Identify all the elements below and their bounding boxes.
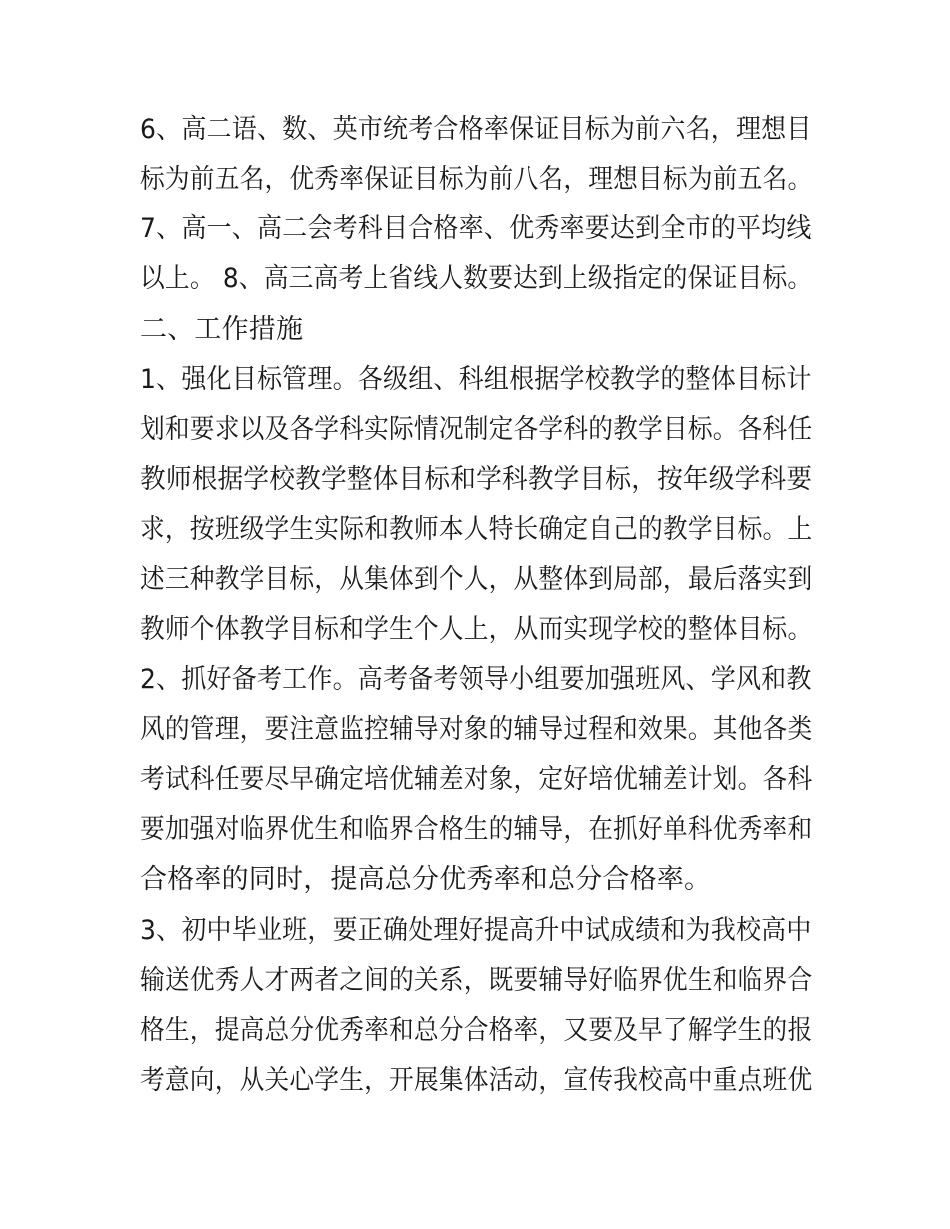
- text-line: 风的管理，要注意监控辅导对象的辅导过程和效果。其他各类: [140, 714, 813, 745]
- text-line: 教师根据学校教学整体目标和学科教学目标，按年级学科要: [140, 464, 813, 495]
- text-line: 考试科任要尽早确定培优辅差对象，定好培优辅差计划。各科: [140, 764, 813, 795]
- text-line: 以上。 8、高三高考上省线人数要达到上级指定的保证目标。: [140, 263, 813, 294]
- text-line: 求，按班级学生实际和教师本人特长确定自己的教学目标。上: [140, 514, 813, 545]
- text-line: 合格率的同时，提高总分优秀率和总分合格率。: [140, 864, 712, 895]
- text-line: 7、高一、高二会考科目合格率、优秀率要达到全市的平均线: [140, 213, 812, 244]
- text-line: 1、强化目标管理。各级组、科组根据学校教学的整体目标计: [140, 364, 812, 395]
- text-line: 标为前五名，优秀率保证目标为前八名，理想目标为前五名。: [140, 164, 813, 195]
- text-line: 划和要求以及各学科实际情况制定各学科的教学目标。各科任: [140, 414, 813, 445]
- text-line: 述三种教学目标，从集体到个人，从整体到局部，最后落实到: [140, 564, 813, 595]
- text-line: 3、初中毕业班，要正确处理好提高升中试成绩和为我校高中: [140, 915, 812, 946]
- section-heading: 二、工作措施: [140, 314, 304, 345]
- text-line: 教师个体教学目标和学生个人上，从而实现学校的整体目标。: [140, 614, 813, 645]
- text-line: 考意向，从关心学生，开展集体活动，宣传我校高中重点班优: [140, 1065, 813, 1096]
- text-line: 输送优秀人才两者之间的关系，既要辅导好临界优生和临界合: [140, 965, 813, 996]
- text-line: 格生，提高总分优秀率和总分合格率，又要及早了解学生的报: [140, 1015, 813, 1046]
- text-line: 要加强对临界优生和临界合格生的辅导，在抓好单科优秀率和: [140, 814, 813, 845]
- text-line: 6、高二语、数、英市统考合格率保证目标为前六名，理想目: [140, 114, 812, 145]
- text-line: 2、抓好备考工作。高考备考领导小组要加强班风、学风和教: [140, 664, 812, 695]
